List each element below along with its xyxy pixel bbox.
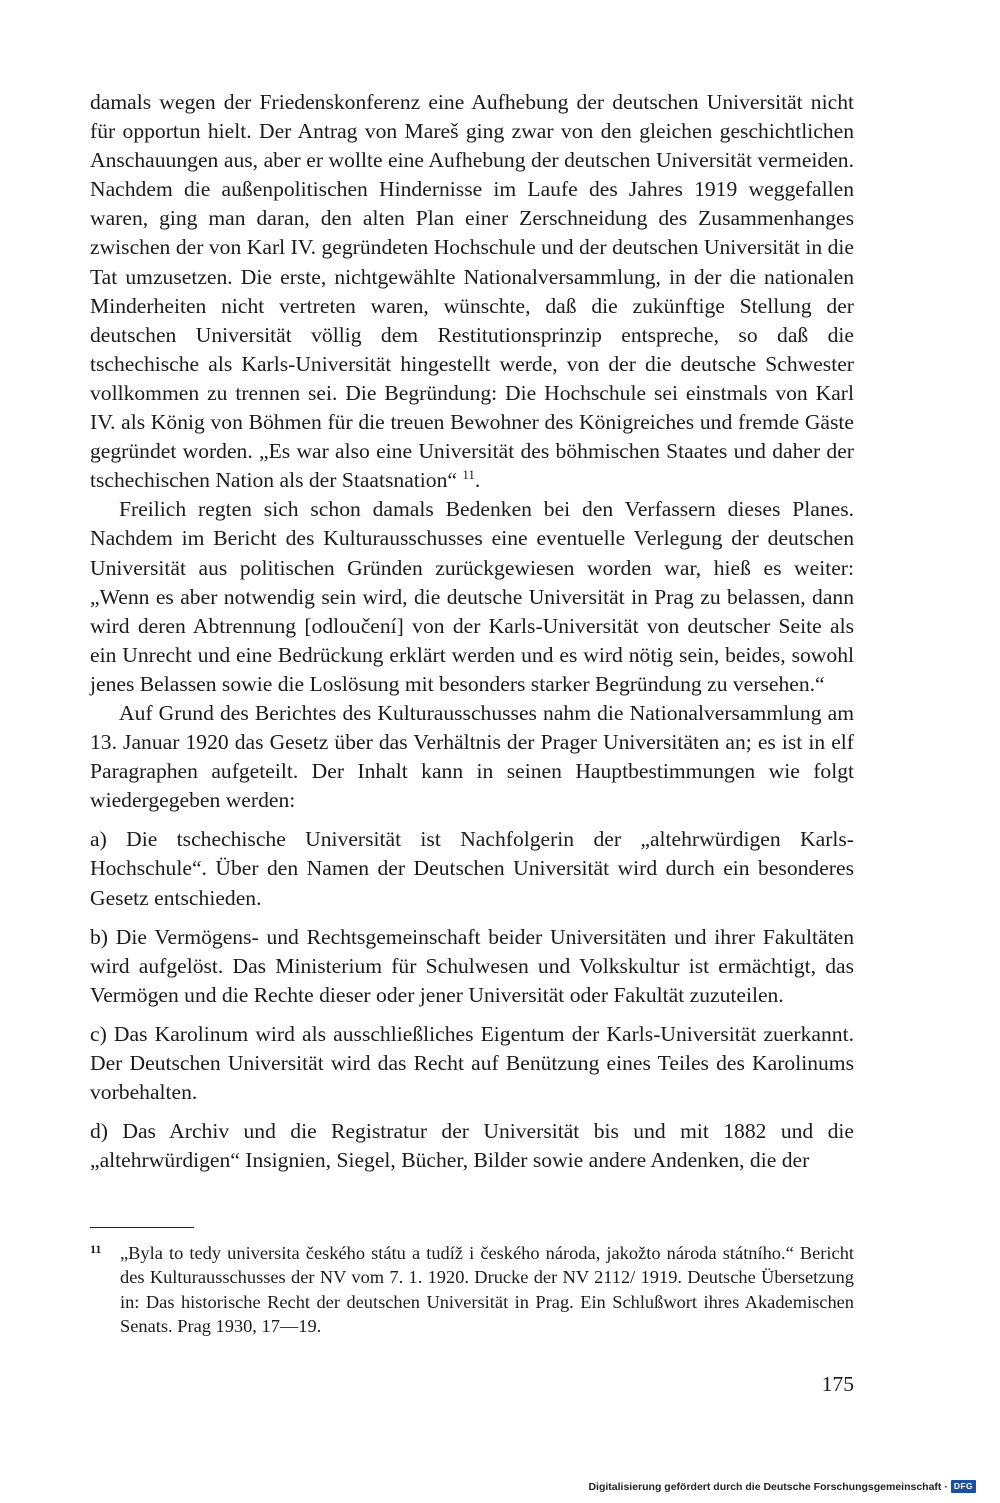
paragraph-3: Auf Grund des Berichtes des Kulturausschusses nahm die Nationalversammlung am 13. Januar 1920 das Gesetz über das Verhältnis der Prager Universitäten an; es ist in elf Paragraphen aufgeteilt. Der Inhalt kann in seinen Hauptbestimmungen wie folgt wiedergegeben werden: [90, 700, 854, 813]
paragraph-1-text: damals wegen der Friedenskonferenz eine Aufhebung der deutschen Universität nicht für opportun hielt. Der Antrag von Mareš ging zwar von den gleichen geschichtlichen Anschauungen aus, aber er wollte eine Aufhebung der deutschen Universität vermeiden. Nachdem die außenpolitischen Hindernisse im Laufe des Jahres 1919 weggefallen waren, ging man daran, den alten Plan einer Zerschneidung des Zusammenhanges zwischen der von Karl IV. gegründeten Hochschule und der deutschen Universität in die Tat umzusetzen. Die erste, nichtgewählte Nationalversammlung, in der die nationalen Minderheiten nicht vertreten waren, wünschte, daß die zukünftige Stellung der deutschen Universität völlig dem Restitutionsprinzip entspreche, so daß die tschechische als Karls-Universität hingestellt werde, von der die deutsche Schwester vollkommen zu trennen sei. Die Begründung: Die Hochschule sei einstmals von Karl IV. als König von Böhmen für die treuen Bewohner des Königreiches und fremde Gäste gegründet worden. „Es war also eine Universität des böhmischen Staates und daher der tschechischen Nation als der Staatsnation“ [90, 90, 854, 493]
list-item-d: d) Das Archiv und die Registratur der Universität bis und mit 1882 und die „altehrwürdigen“ Insignien, Siegel, Bücher, Bilder sowie andere Andenken, die der [90, 1119, 854, 1173]
page-number: 175 [821, 1372, 854, 1396]
list-item-c: c) Das Karolinum wird als ausschließliches Eigentum der Karls-Universität zuerkannt. Der Deutschen Universität wird das Recht auf Benützung eines Teiles des Karolinums vorbehalten. [90, 1021, 854, 1105]
paragraph-2: Freilich regten sich schon damals Bedenken bei den Verfassern dieses Planes. Nachdem im Bericht des Kulturausschusses eine eventuelle Verlegung der deutschen Universität aus politischen Gründen zurückgewiesen worden war, hieß es weiter: „Wenn es aber notwendig sein wird, die deutsche Universität in Prag zu belassen, dann wird deren Abtrennung [odloučení] von der Karls-Universität von deutscher Seite als ein Unrecht und eine Bedrückung erklärt werden und es wird nötig sein, beides, sowohl jenes Belassen sowie die Loslösung mit besonders starker Begründung zu versehen.“ [90, 497, 854, 696]
footnote-text: „Byla to tedy universita českého státu a tudíž i českého národa, jakožto národa státního.“ Bericht des Kulturausschusses der NV vom 7. 1. 1920. Drucke der NV 2112/ 1919. Deutsche Übersetzung in: Das historische Recht der deutschen Universität in Prag. Ein Schlußwort ihres Akademischen Senats. Prag 1930, 17—19. [120, 1243, 854, 1336]
list-item-a: a) Die tschechische Universität ist Nachfolgerin der „altehrwürdigen Karls-Hochschule“. Über den Namen der Deutschen Universität wird durch ein besonderes Gesetz entschieden. [90, 827, 854, 910]
footnote-divider [90, 1227, 194, 1228]
list-item-b: b) Die Vermögens- und Rechtsgemeinschaft beider Universitäten und ihrer Fakultäten wird aufgelöst. Das Ministerium für Schulwesen und Volkskultur ist ermächtigt, das Vermögen und die Rechte dieser oder jener Universität oder Fakultät zuzuteilen. [90, 924, 854, 1007]
footnotes-section [90, 1241, 854, 1338]
footnote-mark: 11 [90, 1242, 102, 1256]
main-text-block [90, 88, 854, 1175]
dfg-logo-icon: DFG [951, 1480, 976, 1493]
digitization-credit [588, 1480, 976, 1493]
paragraph-continued [90, 88, 854, 495]
footnote-reference: 11 [462, 467, 475, 483]
paragraph-1-end: . [474, 468, 481, 493]
digitization-credit-text: Digitalisierung gefördert durch die Deutsche Forschungsgemeinschaft · [588, 1480, 948, 1493]
footnote-11 [90, 1241, 854, 1338]
